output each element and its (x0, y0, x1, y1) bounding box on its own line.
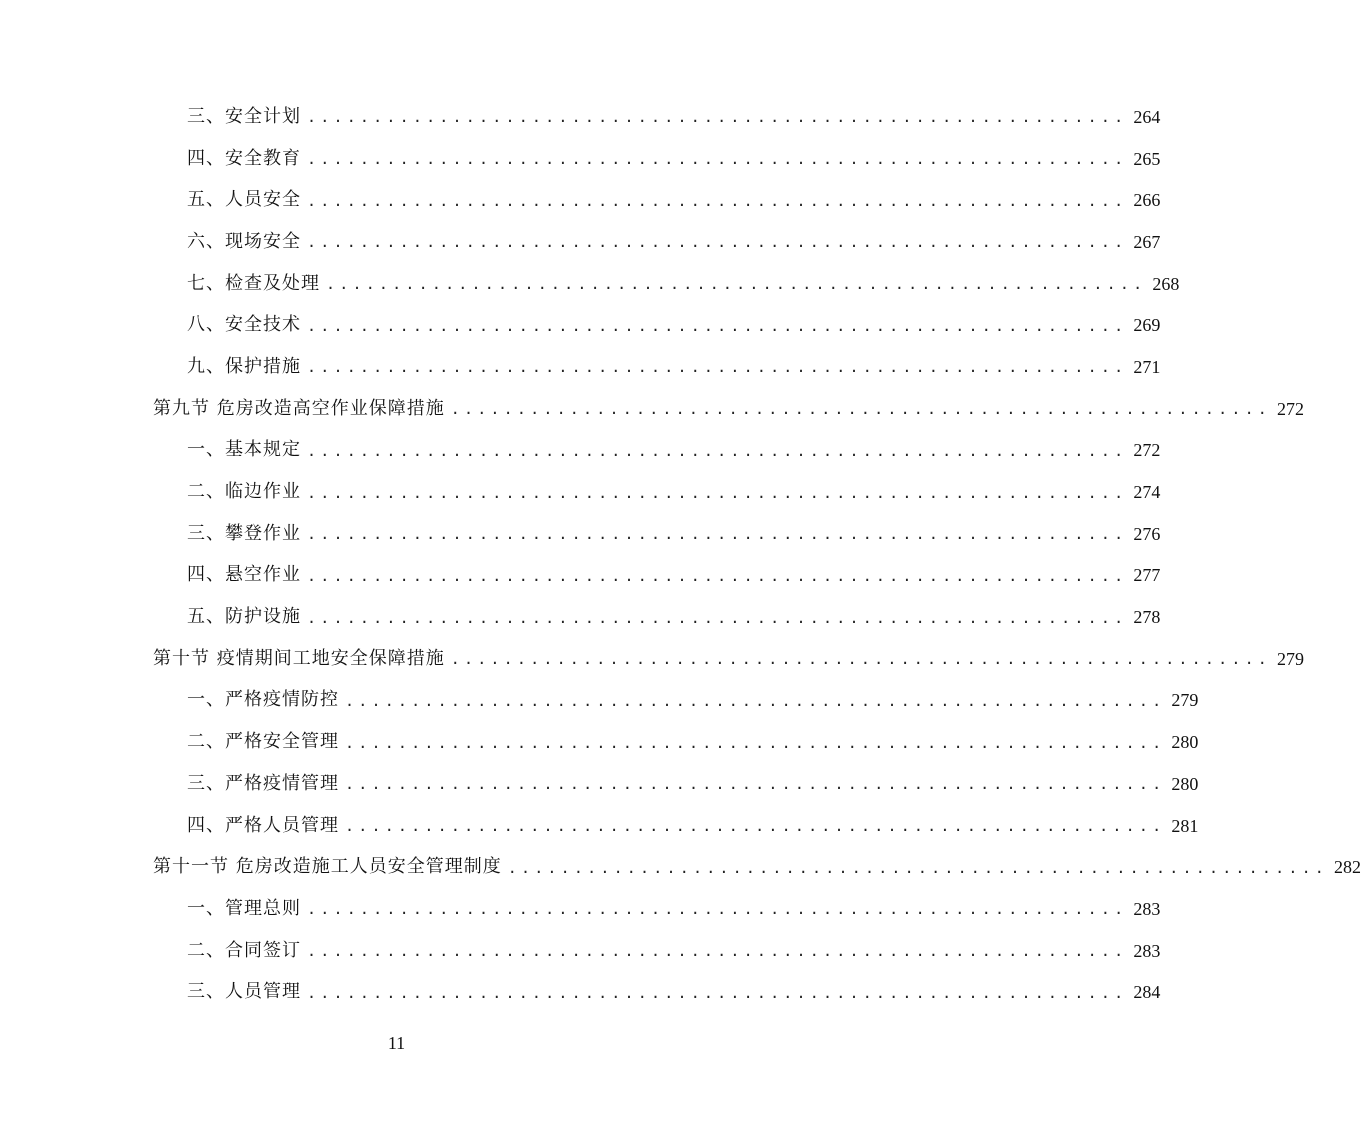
toc-entry[interactable] (0, 721, 1199, 763)
toc-entry-label: 六、现场安全 (187, 230, 301, 252)
toc-entry-page-number: 283 (1133, 940, 1161, 961)
toc-entry-label: 二、临边作业 (187, 481, 301, 503)
toc-entry[interactable] (0, 930, 1161, 972)
toc-entry-page-number: 268 (1152, 273, 1180, 294)
toc-entry-label: 三、安全计划 (187, 105, 301, 127)
toc-entry-label: 四、严格人员管理 (187, 814, 339, 836)
toc-section-entry[interactable] (0, 388, 1305, 430)
toc-entry-label: 七、检查及处理 (187, 272, 320, 294)
toc-entry[interactable] (0, 430, 1161, 472)
dot-leader: .............................................................. (326, 275, 1147, 294)
toc-entry-page-number: 277 (1133, 565, 1161, 586)
toc-entry-label: 二、合同签订 (187, 939, 301, 961)
toc-entry[interactable] (0, 179, 1161, 221)
toc-entry-label: 一、管理总则 (187, 897, 301, 919)
dot-leader: .............................................................. (307, 358, 1128, 377)
toc-entry-label: 五、防护设施 (187, 606, 301, 628)
dot-leader: .............................................................. (345, 691, 1166, 710)
toc-entry[interactable] (0, 763, 1199, 805)
toc-entry-page-number: 267 (1133, 231, 1161, 252)
toc-entry-page-number: 274 (1133, 482, 1161, 503)
dot-leader: .............................................................. (307, 191, 1128, 210)
dot-leader: .............................................................. (307, 525, 1128, 544)
toc-entry[interactable] (0, 346, 1161, 388)
toc-entry-page-number: 269 (1133, 315, 1161, 336)
toc-entry-label: 第十节 疫情期间工地安全保障措施 (153, 647, 445, 669)
toc-entry-page-number: 282 (1334, 857, 1361, 878)
toc-entry-label: 二、严格安全管理 (187, 731, 339, 753)
toc-entry[interactable] (0, 513, 1161, 555)
toc-entry[interactable] (0, 263, 1180, 305)
dot-leader: .............................................................. (450, 650, 1272, 669)
dot-leader: .............................................................. (307, 233, 1128, 252)
toc-entry-label: 三、严格疫情管理 (187, 772, 339, 794)
dot-leader: .............................................................. (307, 608, 1128, 627)
dot-leader: .............................................................. (307, 108, 1128, 127)
toc-entry-label: 八、安全技术 (187, 314, 301, 336)
toc-entry-label: 九、保护措施 (187, 355, 301, 377)
dot-leader: .............................................................. (307, 150, 1128, 169)
dot-leader: .............................................................. (307, 983, 1128, 1002)
toc-entry-label: 四、安全教育 (187, 147, 301, 169)
table-of-contents (0, 96, 1361, 1013)
toc-entry[interactable] (0, 971, 1161, 1013)
toc-entry-label: 一、严格疫情防控 (187, 689, 339, 711)
toc-entry-label: 四、悬空作业 (187, 564, 301, 586)
page-number: 11 (387, 1033, 406, 1053)
toc-entry-page-number: 265 (1133, 148, 1161, 169)
toc-entry-page-number: 272 (1277, 398, 1305, 419)
toc-entry[interactable] (0, 96, 1161, 138)
toc-entry-page-number: 284 (1133, 982, 1161, 1003)
toc-entry-page-number: 266 (1133, 190, 1161, 211)
toc-entry-page-number: 271 (1133, 356, 1161, 377)
dot-leader: .............................................................. (450, 400, 1272, 419)
toc-entry-label: 三、攀登作业 (187, 522, 301, 544)
toc-entry-label: 三、人员管理 (187, 981, 301, 1003)
dot-leader: .............................................................. (307, 483, 1128, 502)
toc-entry-page-number: 279 (1171, 690, 1199, 711)
toc-entry-page-number: 281 (1171, 815, 1199, 836)
dot-leader: .............................................................. (307, 441, 1128, 460)
toc-entry[interactable] (0, 304, 1161, 346)
toc-entry-label: 一、基本规定 (187, 439, 301, 461)
dot-leader: .............................................................. (507, 858, 1329, 877)
toc-entry-page-number: 272 (1133, 440, 1161, 461)
toc-entry[interactable] (0, 805, 1199, 847)
dot-leader: .............................................................. (345, 817, 1166, 836)
toc-entry-page-number: 276 (1133, 523, 1161, 544)
toc-entry-label: 第十一节 危房改造施工人员安全管理制度 (153, 856, 502, 878)
dot-leader: .............................................................. (345, 775, 1166, 794)
toc-entry[interactable] (0, 221, 1161, 263)
toc-entry-page-number: 280 (1171, 773, 1199, 794)
toc-entry[interactable] (0, 596, 1161, 638)
toc-entry-label: 第九节 危房改造高空作业保障措施 (153, 397, 445, 419)
toc-entry-page-number: 264 (1133, 106, 1161, 127)
toc-entry-page-number: 278 (1133, 607, 1161, 628)
toc-entry-label: 五、人员安全 (187, 189, 301, 211)
dot-leader: .............................................................. (307, 942, 1128, 961)
dot-leader: .............................................................. (307, 566, 1128, 585)
toc-entry[interactable] (0, 680, 1199, 722)
toc-entry[interactable] (0, 138, 1161, 180)
dot-leader: .............................................................. (307, 900, 1128, 919)
toc-entry[interactable] (0, 888, 1161, 930)
toc-entry-page-number: 280 (1171, 732, 1199, 753)
toc-entry-page-number: 283 (1133, 898, 1161, 919)
toc-section-entry[interactable] (0, 846, 1361, 888)
toc-entry-page-number: 279 (1277, 648, 1305, 669)
dot-leader: .............................................................. (345, 733, 1166, 752)
toc-section-entry[interactable] (0, 638, 1305, 680)
dot-leader: .............................................................. (307, 316, 1128, 335)
toc-entry[interactable] (0, 555, 1161, 597)
toc-entry[interactable] (0, 471, 1161, 513)
